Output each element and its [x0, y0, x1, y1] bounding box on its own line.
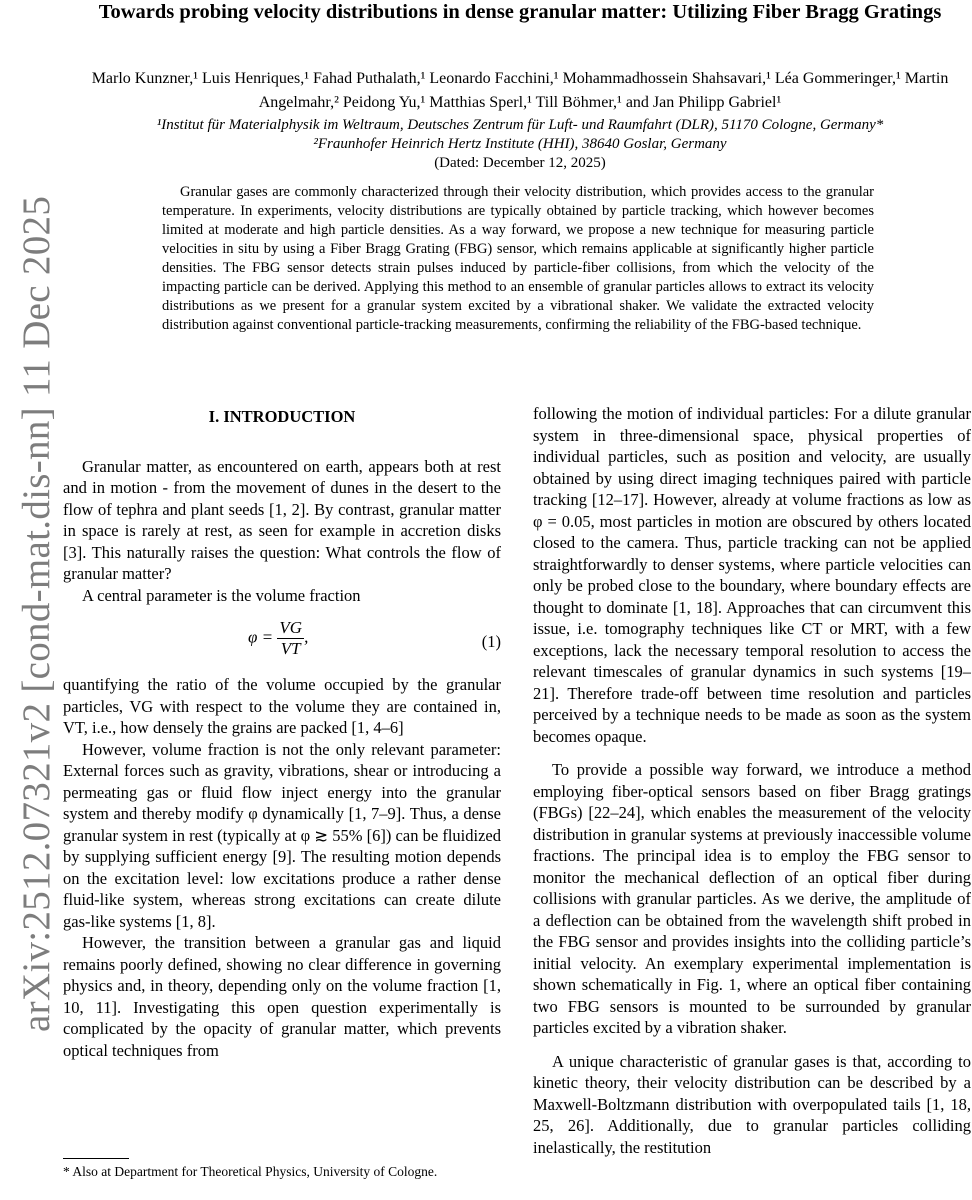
- equation-trail: ,: [304, 627, 309, 647]
- right-column: [533, 403, 971, 1187]
- section-heading: I. INTRODUCTION: [208, 407, 356, 426]
- abstract: Granular gases are commonly characterized through their velocity distribution, which provides access to the granular temperature. In experiments, velocity distributions are typically obtained by particle tracking, which however becomes limited at moderate and high particle densities. As a way forward, we propose a new technique for measuring particle velocities in situ by using a Fiber Bragg Grating (FBG) sensor, which remains applicable at significantly higher particle densities. The FBG sensor detects strain pulses induced by particle-fiber collisions, from which the velocity of the impacting particle can be derived. Applying this method to an ensemble of granular particles allows to extract its velocity distributions as we present for a granular system excited by a vibrational shaker. We validate the extracted velocity distribution against conventional particle-tracking measurements, confirming the reliability of the FBG-based technique.: [162, 184, 874, 333]
- equation-1: [63, 618, 501, 666]
- paper-title: Towards probing velocity distributions in dense granular matter: Utilizing Fiber Bragg Gratings: [98, 1, 942, 23]
- paragraph: A unique characteristic of granular gases is that, according to kinetic theory, their velocity distribution can be described by a Maxwell-Boltzmann distribution with overpopulated tails [1, 18, 25, 26]. Additionally, due to granular particles colliding inelastically, the restitution: [533, 1051, 971, 1157]
- footnote: * Also at Department for Theoretical Physics, University of Cologne.: [63, 1164, 438, 1179]
- arxiv-identifier: arXiv:2512.07321v2 [cond-mat.dis-nn] 11 Dec 2025: [15, 195, 58, 1032]
- paragraph: following the motion of individual particles: For a dilute granular system in three-dimensional space, physical properties of individual particles, such as position and velocity, are usually obtained by using direct imaging techniques paired with particle tracking [12–17]. However, already at volume fractions as low as φ = 0.05, most particles in motion are obscured by others located closed to the camera. Thus, particle tracking can not be applied straightforwardly to denser systems, where particle velocities can only be probed close to the boundary, where boundary effects are thought to dominate [1, 18]. Approaches that can circumvent this issue, i.e. tomography techniques like CT or MRT, with a few exceptions, lack the necessary temporal resolution to access the relevant timescales of granular dynamics in such systems [19–21]. Therefore trade-off between time resolution and particles perceived by a technique needs to be made as soon as the system becomes opaque.: [533, 404, 971, 746]
- paragraph: However, volume fraction is not the only relevant parameter: External forces such as gravity, vibrations, shear or introducing a permeating gas or fluid flow inject energy into the granular system and thereby modify φ dynamically [1, 7–9]. Thus, a dense granular system in rest (typically at φ ≳ 55% [6]) can be fluidized by supplying sufficient energy [9]. The resulting motion depends on the excitation level: low excitations produce a rather dense fluid-like system, whereas strong excitations can create dilute gas-like systems [1, 8].: [63, 739, 501, 931]
- paragraph: Granular matter, as encountered on earth, appears both at rest and in motion - from the movement of dunes in the desert to the flow of tephra and plant seeds [1, 2]. By contrast, granular matter in space is rarely at rest, as seen for example in accretion disks [3]. This naturally raises the question: What controls the flow of granular matter?: [63, 456, 501, 583]
- equation-body: [248, 618, 308, 659]
- author-list: Marlo Kunzner,¹ Luis Henriques,¹ Fahad Puthalath,¹ Leonardo Facchini,¹ Mohammadhossein Shahsavari,¹ Léa Gommeringer,¹ Martin Angelmahr,² Peidong Yu,¹ Matthias Sperl,¹ Till Böhmer,¹ and Jan Philipp Gabriel¹: [91, 70, 949, 111]
- equation-number: (1): [481, 632, 501, 651]
- affiliations: [60, 116, 972, 173]
- footnote-rule: [63, 1158, 129, 1159]
- left-column: [63, 403, 501, 1061]
- fraction-numerator: VG: [279, 618, 303, 637]
- affiliation-2: ²Fraunhofer Heinrich Hertz Institute (HHI), 38640 Goslar, Germany: [313, 136, 727, 152]
- equation-lhs: φ =: [248, 627, 274, 647]
- fraction: [277, 618, 304, 659]
- date-line: (Dated: December 12, 2025): [434, 155, 606, 171]
- fraction-denominator: VT: [280, 639, 301, 658]
- affiliation-1: ¹Institut für Materialphysik im Weltraum, Deutsches Zentrum für Luft- und Raumfahrt (DLR), 51170 Cologne, Germany*: [156, 117, 884, 133]
- paragraph: quantifying the ratio of the volume occupied by the granular particles, VG with respect to the volume they are contained in, VT, i.e., how densely the grains are packed [1, 4–6]: [63, 675, 501, 737]
- paragraph: To provide a possible way forward, we introduce a method employing fiber-optical sensors based on fiber Bragg gratings (FBGs) [22–24], which enables the measurement of the velocity distribution in granular systems at previously inaccessible volume fractions. The principal idea is to employ the FBG sensor to monitor the mechanical deflection of an optical fiber during collisions with granular particles. As we derive, the amplitude of a deflection can be obtained from the wavelength shift probed in the FBG sensor and provides insights into the colliding particle’s initial velocity. An exemplary experimental implementation is shown schematically in Fig. 1, where an optical fiber containing two FBG sensors is mounted to be surrounded by granular particles excited by a vibration shaker.: [533, 760, 971, 1037]
- paragraph: A central parameter is the volume fraction: [82, 585, 361, 605]
- paragraph: However, the transition between a granular gas and liquid remains poorly defined, showing no clear difference in governing physics and, in theory, depending only on the volume fraction [1, 10, 11]. Investigating this open question experimentally is complicated by the opacity of granular matter, which prevents optical techniques from: [63, 933, 501, 1060]
